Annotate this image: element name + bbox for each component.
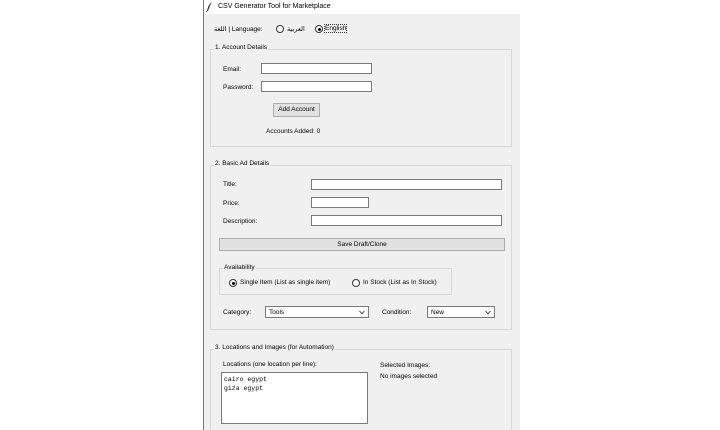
radio-english[interactable] bbox=[315, 24, 355, 34]
radio-arabic[interactable] bbox=[276, 24, 316, 34]
radio-in-stock-indicator[interactable] bbox=[352, 279, 360, 287]
title-bar bbox=[204, 0, 521, 14]
category-label: Category: bbox=[223, 309, 252, 316]
locations-images-title: 3. Locations and Images (for Automation) bbox=[215, 344, 334, 351]
images-status-text: No images selected bbox=[380, 373, 438, 380]
radio-english-label: English bbox=[325, 25, 347, 32]
radio-arabic-label: العربية bbox=[287, 26, 305, 33]
condition-select[interactable] bbox=[427, 306, 495, 318]
radio-single-item[interactable] bbox=[229, 278, 349, 288]
email-field[interactable] bbox=[261, 63, 372, 74]
radio-single-item-label: Single Item (List as single item) bbox=[240, 279, 331, 286]
chevron-down-icon bbox=[485, 310, 491, 315]
locations-textarea[interactable]: cairo egypt giza egypt bbox=[221, 372, 368, 424]
app-window bbox=[203, 0, 520, 430]
category-value: Tools bbox=[269, 309, 285, 316]
price-label: Price: bbox=[223, 200, 240, 207]
condition-label: Condition: bbox=[382, 309, 412, 316]
save-draft-clone-button[interactable]: Save Draft/Clone bbox=[219, 238, 505, 251]
feather-icon bbox=[206, 2, 213, 12]
accounts-added-text: Accounts Added: 0 bbox=[266, 128, 321, 135]
chevron-down-icon bbox=[359, 310, 365, 315]
title-field[interactable] bbox=[311, 179, 502, 190]
account-details-title: 1. Account Details bbox=[215, 44, 268, 51]
radio-single-item-indicator[interactable] bbox=[229, 279, 237, 287]
email-label: Email: bbox=[223, 66, 242, 73]
description-label: Description: bbox=[223, 218, 258, 225]
radio-english-indicator[interactable] bbox=[315, 25, 323, 33]
title-label: Title: bbox=[223, 181, 237, 188]
condition-value: New bbox=[431, 309, 445, 316]
description-field[interactable] bbox=[311, 215, 502, 226]
selected-images-label: Selected Images: bbox=[380, 362, 431, 369]
language-label: اللغة | Language: bbox=[214, 26, 263, 33]
password-field[interactable] bbox=[261, 81, 372, 92]
radio-arabic-indicator[interactable] bbox=[276, 25, 284, 33]
window-title: CSV Generator Tool for Marketplace bbox=[218, 3, 331, 10]
radio-in-stock-label: In Stock (List as In Stock) bbox=[363, 279, 437, 286]
radio-in-stock[interactable] bbox=[352, 278, 447, 288]
availability-title: Availability bbox=[224, 264, 255, 271]
locations-label: Locations (one location per line): bbox=[223, 361, 317, 368]
category-select[interactable] bbox=[265, 306, 369, 318]
add-account-button[interactable]: Add Account bbox=[273, 103, 320, 117]
password-label: Password: bbox=[223, 84, 254, 91]
price-field[interactable] bbox=[311, 197, 369, 208]
basic-ad-details-title: 2. Basic Ad Details bbox=[215, 160, 270, 167]
